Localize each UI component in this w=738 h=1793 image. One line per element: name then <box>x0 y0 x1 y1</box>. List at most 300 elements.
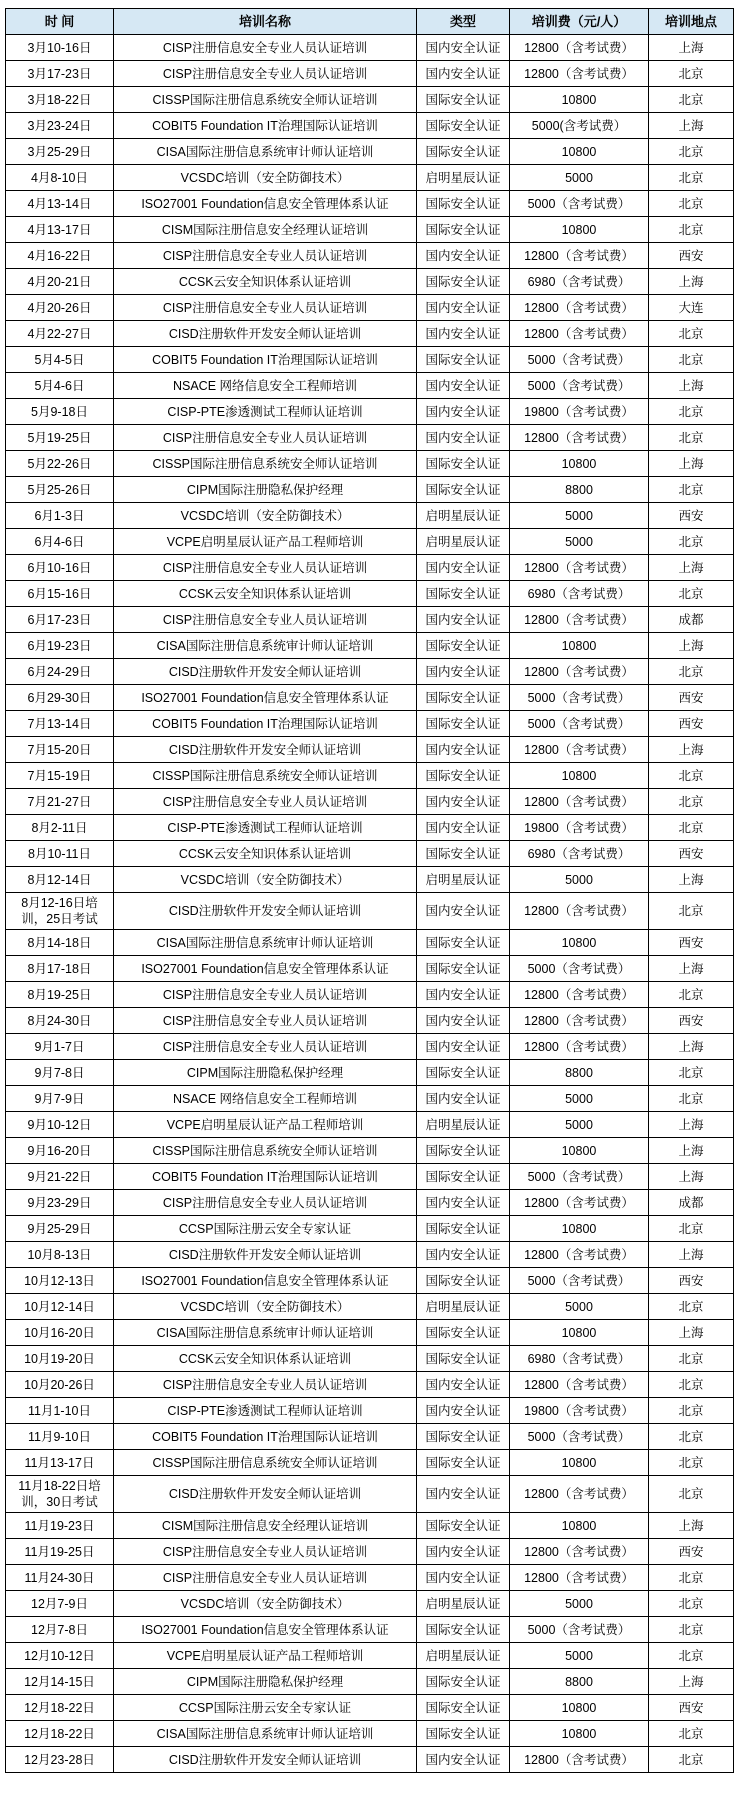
cell-training-name: CISP注册信息安全专业人员认证培训 <box>114 789 417 815</box>
table-row <box>6 737 734 763</box>
cell-location: 北京 <box>649 1372 734 1398</box>
cell-time: 10月12-13日 <box>6 1268 114 1294</box>
cell-fee: 12800（含考试费） <box>510 1190 649 1216</box>
table-row <box>6 982 734 1008</box>
cell-fee: 10800 <box>510 87 649 113</box>
cell-type: 国际安全认证 <box>417 87 510 113</box>
cell-location: 北京 <box>649 659 734 685</box>
table-row <box>6 1721 734 1747</box>
cell-fee: 5000 <box>510 1643 649 1669</box>
cell-type: 国际安全认证 <box>417 347 510 373</box>
cell-training-name: CISP注册信息安全专业人员认证培训 <box>114 982 417 1008</box>
cell-training-name: COBIT5 Foundation IT治理国际认证培训 <box>114 1164 417 1190</box>
cell-type: 国内安全认证 <box>417 1476 510 1513</box>
cell-training-name: CISSP国际注册信息系统安全师认证培训 <box>114 1450 417 1476</box>
cell-fee: 12800（含考试费） <box>510 425 649 451</box>
cell-type: 国际安全认证 <box>417 930 510 956</box>
cell-training-name: CCSP国际注册云安全专家认证 <box>114 1695 417 1721</box>
cell-location: 北京 <box>649 191 734 217</box>
cell-location: 上海 <box>649 1242 734 1268</box>
cell-location: 北京 <box>649 1643 734 1669</box>
cell-fee: 12800（含考试费） <box>510 893 649 930</box>
cell-fee: 5000（含考试费） <box>510 685 649 711</box>
cell-location: 北京 <box>649 1086 734 1112</box>
cell-time: 11月19-23日 <box>6 1513 114 1539</box>
cell-location: 北京 <box>649 165 734 191</box>
cell-type: 国内安全认证 <box>417 373 510 399</box>
cell-location: 西安 <box>649 841 734 867</box>
cell-time: 3月23-24日 <box>6 113 114 139</box>
cell-training-name: CISD注册软件开发安全师认证培训 <box>114 1242 417 1268</box>
cell-time: 9月7-9日 <box>6 1086 114 1112</box>
cell-location: 大连 <box>649 295 734 321</box>
cell-time: 8月12-16日培训，25日考试 <box>6 893 114 930</box>
cell-fee: 12800（含考试费） <box>510 1476 649 1513</box>
cell-time: 4月8-10日 <box>6 165 114 191</box>
cell-location: 北京 <box>649 321 734 347</box>
table-row <box>6 659 734 685</box>
cell-time: 10月12-14日 <box>6 1294 114 1320</box>
cell-time: 7月15-19日 <box>6 763 114 789</box>
cell-fee: 8800 <box>510 1669 649 1695</box>
cell-time: 9月25-29日 <box>6 1216 114 1242</box>
cell-fee: 12800（含考试费） <box>510 1034 649 1060</box>
table-row <box>6 113 734 139</box>
cell-type: 国内安全认证 <box>417 1372 510 1398</box>
cell-training-name: CISSP国际注册信息系统安全师认证培训 <box>114 87 417 113</box>
cell-type: 国际安全认证 <box>417 1721 510 1747</box>
cell-training-name: CISA国际注册信息系统审计师认证培训 <box>114 1721 417 1747</box>
cell-location: 北京 <box>649 1346 734 1372</box>
cell-fee: 12800（含考试费） <box>510 1747 649 1773</box>
table-row <box>6 295 734 321</box>
cell-training-name: CIPM国际注册隐私保护经理 <box>114 1060 417 1086</box>
cell-time: 9月16-20日 <box>6 1138 114 1164</box>
cell-type: 启明星辰认证 <box>417 1643 510 1669</box>
cell-training-name: CISP注册信息安全专业人员认证培训 <box>114 425 417 451</box>
cell-training-name: CISSP国际注册信息系统安全师认证培训 <box>114 1138 417 1164</box>
cell-training-name: CISP注册信息安全专业人员认证培训 <box>114 1008 417 1034</box>
cell-training-name: VCPE启明星辰认证产品工程师培训 <box>114 1643 417 1669</box>
cell-time: 11月19-25日 <box>6 1539 114 1565</box>
cell-type: 国际安全认证 <box>417 1216 510 1242</box>
cell-location: 北京 <box>649 1424 734 1450</box>
cell-type: 国际安全认证 <box>417 191 510 217</box>
cell-type: 国内安全认证 <box>417 659 510 685</box>
cell-location: 西安 <box>649 711 734 737</box>
cell-fee: 5000(含考试费） <box>510 113 649 139</box>
cell-type: 国际安全认证 <box>417 113 510 139</box>
cell-type: 国内安全认证 <box>417 35 510 61</box>
cell-time: 9月21-22日 <box>6 1164 114 1190</box>
cell-type: 国际安全认证 <box>417 841 510 867</box>
cell-training-name: CISP注册信息安全专业人员认证培训 <box>114 295 417 321</box>
cell-type: 启明星辰认证 <box>417 1112 510 1138</box>
cell-fee: 12800（含考试费） <box>510 789 649 815</box>
table-row <box>6 399 734 425</box>
training-schedule-table <box>5 8 734 1773</box>
cell-time: 8月2-11日 <box>6 815 114 841</box>
cell-fee: 12800（含考试费） <box>510 61 649 87</box>
cell-time: 4月13-17日 <box>6 217 114 243</box>
cell-location: 北京 <box>649 477 734 503</box>
cell-fee: 5000 <box>510 867 649 893</box>
cell-training-name: ISO27001 Foundation信息安全管理体系认证 <box>114 1268 417 1294</box>
cell-training-name: ISO27001 Foundation信息安全管理体系认证 <box>114 191 417 217</box>
cell-time: 12月14-15日 <box>6 1669 114 1695</box>
cell-time: 8月24-30日 <box>6 1008 114 1034</box>
cell-time: 5月22-26日 <box>6 451 114 477</box>
cell-fee: 10800 <box>510 633 649 659</box>
cell-time: 12月7-8日 <box>6 1617 114 1643</box>
cell-type: 国内安全认证 <box>417 399 510 425</box>
cell-training-name: COBIT5 Foundation IT治理国际认证培训 <box>114 113 417 139</box>
cell-training-name: CISP-PTE渗透测试工程师认证培训 <box>114 1398 417 1424</box>
cell-location: 上海 <box>649 1320 734 1346</box>
header-training-name: 培训名称 <box>114 9 417 35</box>
table-row <box>6 711 734 737</box>
cell-fee: 19800（含考试费） <box>510 815 649 841</box>
cell-time: 10月19-20日 <box>6 1346 114 1372</box>
cell-time: 12月7-9日 <box>6 1591 114 1617</box>
cell-location: 北京 <box>649 87 734 113</box>
cell-type: 启明星辰认证 <box>417 1591 510 1617</box>
cell-fee: 6980（含考试费） <box>510 581 649 607</box>
cell-type: 国内安全认证 <box>417 425 510 451</box>
cell-training-name: CISD注册软件开发安全师认证培训 <box>114 1476 417 1513</box>
cell-training-name: CISA国际注册信息系统审计师认证培训 <box>114 139 417 165</box>
cell-fee: 5000 <box>510 165 649 191</box>
cell-type: 国际安全认证 <box>417 139 510 165</box>
cell-type: 国内安全认证 <box>417 1034 510 1060</box>
cell-location: 北京 <box>649 1060 734 1086</box>
cell-fee: 12800（含考试费） <box>510 243 649 269</box>
table-row <box>6 789 734 815</box>
cell-type: 国际安全认证 <box>417 217 510 243</box>
cell-type: 国内安全认证 <box>417 893 510 930</box>
cell-training-name: CISSP国际注册信息系统安全师认证培训 <box>114 451 417 477</box>
cell-fee: 10800 <box>510 930 649 956</box>
cell-location: 西安 <box>649 685 734 711</box>
cell-location: 北京 <box>649 1294 734 1320</box>
table-row <box>6 425 734 451</box>
table-body <box>6 35 734 1773</box>
table-row <box>6 451 734 477</box>
cell-training-name: CISP注册信息安全专业人员认证培训 <box>114 1190 417 1216</box>
cell-training-name: COBIT5 Foundation IT治理国际认证培训 <box>114 711 417 737</box>
table-row <box>6 1320 734 1346</box>
table-row <box>6 347 734 373</box>
cell-fee: 5000 <box>510 529 649 555</box>
table-row <box>6 1747 734 1773</box>
cell-training-name: NSACE 网络信息安全工程师培训 <box>114 373 417 399</box>
header-location: 培训地点 <box>649 9 734 35</box>
cell-type: 国际安全认证 <box>417 1164 510 1190</box>
cell-training-name: VCSDC培训（安全防御技术） <box>114 867 417 893</box>
cell-time: 9月10-12日 <box>6 1112 114 1138</box>
table-row <box>6 581 734 607</box>
cell-training-name: CIPM国际注册隐私保护经理 <box>114 477 417 503</box>
cell-fee: 10800 <box>510 217 649 243</box>
cell-type: 国内安全认证 <box>417 243 510 269</box>
cell-training-name: CISA国际注册信息系统审计师认证培训 <box>114 1320 417 1346</box>
cell-training-name: CISD注册软件开发安全师认证培训 <box>114 893 417 930</box>
cell-location: 北京 <box>649 1591 734 1617</box>
cell-fee: 12800（含考试费） <box>510 1242 649 1268</box>
cell-location: 西安 <box>649 243 734 269</box>
cell-time: 3月25-29日 <box>6 139 114 165</box>
cell-fee: 10800 <box>510 1513 649 1539</box>
cell-fee: 12800（含考试费） <box>510 555 649 581</box>
cell-training-name: VCSDC培训（安全防御技术） <box>114 165 417 191</box>
cell-location: 北京 <box>649 217 734 243</box>
cell-type: 国际安全认证 <box>417 1669 510 1695</box>
cell-fee: 8800 <box>510 477 649 503</box>
cell-training-name: CISP注册信息安全专业人员认证培训 <box>114 1539 417 1565</box>
cell-location: 北京 <box>649 1450 734 1476</box>
cell-location: 上海 <box>649 35 734 61</box>
cell-time: 10月8-13日 <box>6 1242 114 1268</box>
table-row <box>6 139 734 165</box>
cell-location: 北京 <box>649 1476 734 1513</box>
cell-time: 8月10-11日 <box>6 841 114 867</box>
cell-type: 国际安全认证 <box>417 1346 510 1372</box>
cell-fee: 5000（含考试费） <box>510 373 649 399</box>
cell-location: 北京 <box>649 763 734 789</box>
cell-type: 国际安全认证 <box>417 477 510 503</box>
table-row <box>6 87 734 113</box>
table-row <box>6 607 734 633</box>
cell-training-name: CCSK云安全知识体系认证培训 <box>114 1346 417 1372</box>
cell-time: 7月13-14日 <box>6 711 114 737</box>
cell-training-name: VCPE启明星辰认证产品工程师培训 <box>114 529 417 555</box>
header-row <box>6 9 734 35</box>
header-type: 类型 <box>417 9 510 35</box>
cell-fee: 5000 <box>510 503 649 529</box>
cell-type: 国际安全认证 <box>417 269 510 295</box>
cell-location: 西安 <box>649 1268 734 1294</box>
cell-type: 国际安全认证 <box>417 1424 510 1450</box>
cell-training-name: NSACE 网络信息安全工程师培训 <box>114 1086 417 1112</box>
cell-type: 国内安全认证 <box>417 737 510 763</box>
cell-fee: 5000（含考试费） <box>510 191 649 217</box>
cell-training-name: COBIT5 Foundation IT治理国际认证培训 <box>114 1424 417 1450</box>
table-row <box>6 1695 734 1721</box>
table-row <box>6 1476 734 1513</box>
table-row <box>6 633 734 659</box>
cell-fee: 12800（含考试费） <box>510 35 649 61</box>
cell-training-name: CISP注册信息安全专业人员认证培训 <box>114 35 417 61</box>
cell-location: 北京 <box>649 893 734 930</box>
cell-location: 西安 <box>649 1008 734 1034</box>
cell-location: 西安 <box>649 503 734 529</box>
table-row <box>6 1216 734 1242</box>
cell-location: 北京 <box>649 61 734 87</box>
cell-training-name: CISP注册信息安全专业人员认证培训 <box>114 243 417 269</box>
cell-training-name: CISP-PTE渗透测试工程师认证培训 <box>114 815 417 841</box>
cell-fee: 5000 <box>510 1086 649 1112</box>
table-row <box>6 217 734 243</box>
cell-location: 上海 <box>649 1513 734 1539</box>
cell-location: 北京 <box>649 425 734 451</box>
cell-location: 北京 <box>649 139 734 165</box>
cell-training-name: CIPM国际注册隐私保护经理 <box>114 1669 417 1695</box>
table-row <box>6 503 734 529</box>
table-row <box>6 1398 734 1424</box>
cell-location: 北京 <box>649 1617 734 1643</box>
cell-training-name: CCSK云安全知识体系认证培训 <box>114 269 417 295</box>
cell-training-name: CISM国际注册信息安全经理认证培训 <box>114 217 417 243</box>
cell-type: 国内安全认证 <box>417 789 510 815</box>
cell-type: 国内安全认证 <box>417 1539 510 1565</box>
cell-time: 3月17-23日 <box>6 61 114 87</box>
table-row <box>6 191 734 217</box>
cell-time: 11月1-10日 <box>6 1398 114 1424</box>
cell-time: 9月23-29日 <box>6 1190 114 1216</box>
cell-fee: 5000（含考试费） <box>510 1164 649 1190</box>
table-row <box>6 893 734 930</box>
cell-type: 启明星辰认证 <box>417 529 510 555</box>
cell-time: 5月25-26日 <box>6 477 114 503</box>
cell-time: 6月17-23日 <box>6 607 114 633</box>
table-row <box>6 477 734 503</box>
table-row <box>6 1450 734 1476</box>
cell-type: 启明星辰认证 <box>417 165 510 191</box>
cell-type: 国际安全认证 <box>417 956 510 982</box>
header-fee: 培训费（元/人） <box>510 9 649 35</box>
cell-training-name: CISP注册信息安全专业人员认证培训 <box>114 607 417 633</box>
cell-type: 国内安全认证 <box>417 61 510 87</box>
cell-fee: 12800（含考试费） <box>510 607 649 633</box>
table-row <box>6 555 734 581</box>
cell-location: 北京 <box>649 1721 734 1747</box>
cell-fee: 12800（含考试费） <box>510 1008 649 1034</box>
cell-type: 国际安全认证 <box>417 451 510 477</box>
cell-location: 上海 <box>649 1034 734 1060</box>
cell-location: 北京 <box>649 1565 734 1591</box>
cell-fee: 8800 <box>510 1060 649 1086</box>
table-row <box>6 321 734 347</box>
cell-fee: 12800（含考试费） <box>510 982 649 1008</box>
cell-type: 国内安全认证 <box>417 295 510 321</box>
cell-location: 西安 <box>649 1539 734 1565</box>
cell-type: 国际安全认证 <box>417 1320 510 1346</box>
cell-type: 国内安全认证 <box>417 1008 510 1034</box>
cell-time: 7月15-20日 <box>6 737 114 763</box>
cell-fee: 5000 <box>510 1112 649 1138</box>
table-row <box>6 165 734 191</box>
cell-time: 8月17-18日 <box>6 956 114 982</box>
cell-fee: 10800 <box>510 763 649 789</box>
cell-location: 上海 <box>649 633 734 659</box>
cell-type: 国际安全认证 <box>417 1138 510 1164</box>
cell-fee: 5000（含考试费） <box>510 1268 649 1294</box>
cell-time: 6月1-3日 <box>6 503 114 529</box>
cell-time: 4月16-22日 <box>6 243 114 269</box>
cell-training-name: CCSK云安全知识体系认证培训 <box>114 581 417 607</box>
cell-training-name: VCSDC培训（安全防御技术） <box>114 1591 417 1617</box>
table-row <box>6 1242 734 1268</box>
cell-fee: 12800（含考试费） <box>510 1372 649 1398</box>
cell-fee: 12800（含考试费） <box>510 737 649 763</box>
table-row <box>6 867 734 893</box>
cell-fee: 6980（含考试费） <box>510 841 649 867</box>
table-row <box>6 1034 734 1060</box>
cell-time: 12月18-22日 <box>6 1695 114 1721</box>
cell-type: 启明星辰认证 <box>417 503 510 529</box>
cell-time: 5月4-5日 <box>6 347 114 373</box>
cell-location: 北京 <box>649 1398 734 1424</box>
cell-fee: 10800 <box>510 1721 649 1747</box>
cell-training-name: VCPE启明星辰认证产品工程师培训 <box>114 1112 417 1138</box>
cell-location: 北京 <box>649 581 734 607</box>
cell-location: 上海 <box>649 737 734 763</box>
cell-location: 上海 <box>649 451 734 477</box>
cell-fee: 12800（含考试费） <box>510 1565 649 1591</box>
cell-time: 5月19-25日 <box>6 425 114 451</box>
cell-location: 北京 <box>649 815 734 841</box>
cell-training-name: CISP注册信息安全专业人员认证培训 <box>114 1034 417 1060</box>
table-row <box>6 1372 734 1398</box>
cell-location: 西安 <box>649 1695 734 1721</box>
table-row <box>6 61 734 87</box>
table-row <box>6 1008 734 1034</box>
header-time: 时 间 <box>6 9 114 35</box>
cell-type: 国内安全认证 <box>417 555 510 581</box>
cell-fee: 10800 <box>510 451 649 477</box>
cell-fee: 5000 <box>510 1294 649 1320</box>
cell-time: 11月24-30日 <box>6 1565 114 1591</box>
cell-training-name: CCSK云安全知识体系认证培训 <box>114 841 417 867</box>
cell-location: 上海 <box>649 1164 734 1190</box>
table-row <box>6 1268 734 1294</box>
cell-fee: 10800 <box>510 1216 649 1242</box>
table-row <box>6 1565 734 1591</box>
cell-fee: 19800（含考试费） <box>510 1398 649 1424</box>
cell-location: 上海 <box>649 555 734 581</box>
cell-type: 国内安全认证 <box>417 1398 510 1424</box>
cell-training-name: CISA国际注册信息系统审计师认证培训 <box>114 930 417 956</box>
cell-time: 6月29-30日 <box>6 685 114 711</box>
table-row <box>6 1591 734 1617</box>
cell-type: 启明星辰认证 <box>417 1294 510 1320</box>
cell-type: 国内安全认证 <box>417 1242 510 1268</box>
table-row <box>6 243 734 269</box>
cell-location: 北京 <box>649 982 734 1008</box>
cell-time: 11月13-17日 <box>6 1450 114 1476</box>
cell-fee: 19800（含考试费） <box>510 399 649 425</box>
cell-fee: 5000（含考试费） <box>510 711 649 737</box>
cell-training-name: CISSP国际注册信息系统安全师认证培训 <box>114 763 417 789</box>
cell-fee: 12800（含考试费） <box>510 295 649 321</box>
table-row <box>6 930 734 956</box>
cell-location: 上海 <box>649 956 734 982</box>
table-row <box>6 269 734 295</box>
table-row <box>6 685 734 711</box>
cell-time: 6月10-16日 <box>6 555 114 581</box>
table-row <box>6 529 734 555</box>
cell-location: 北京 <box>649 789 734 815</box>
table-row <box>6 1539 734 1565</box>
cell-type: 国际安全认证 <box>417 1513 510 1539</box>
cell-fee: 12800（含考试费） <box>510 1539 649 1565</box>
table-row <box>6 1138 734 1164</box>
cell-type: 国际安全认证 <box>417 1268 510 1294</box>
table-row <box>6 1424 734 1450</box>
cell-location: 上海 <box>649 867 734 893</box>
table-row <box>6 763 734 789</box>
cell-time: 4月13-14日 <box>6 191 114 217</box>
